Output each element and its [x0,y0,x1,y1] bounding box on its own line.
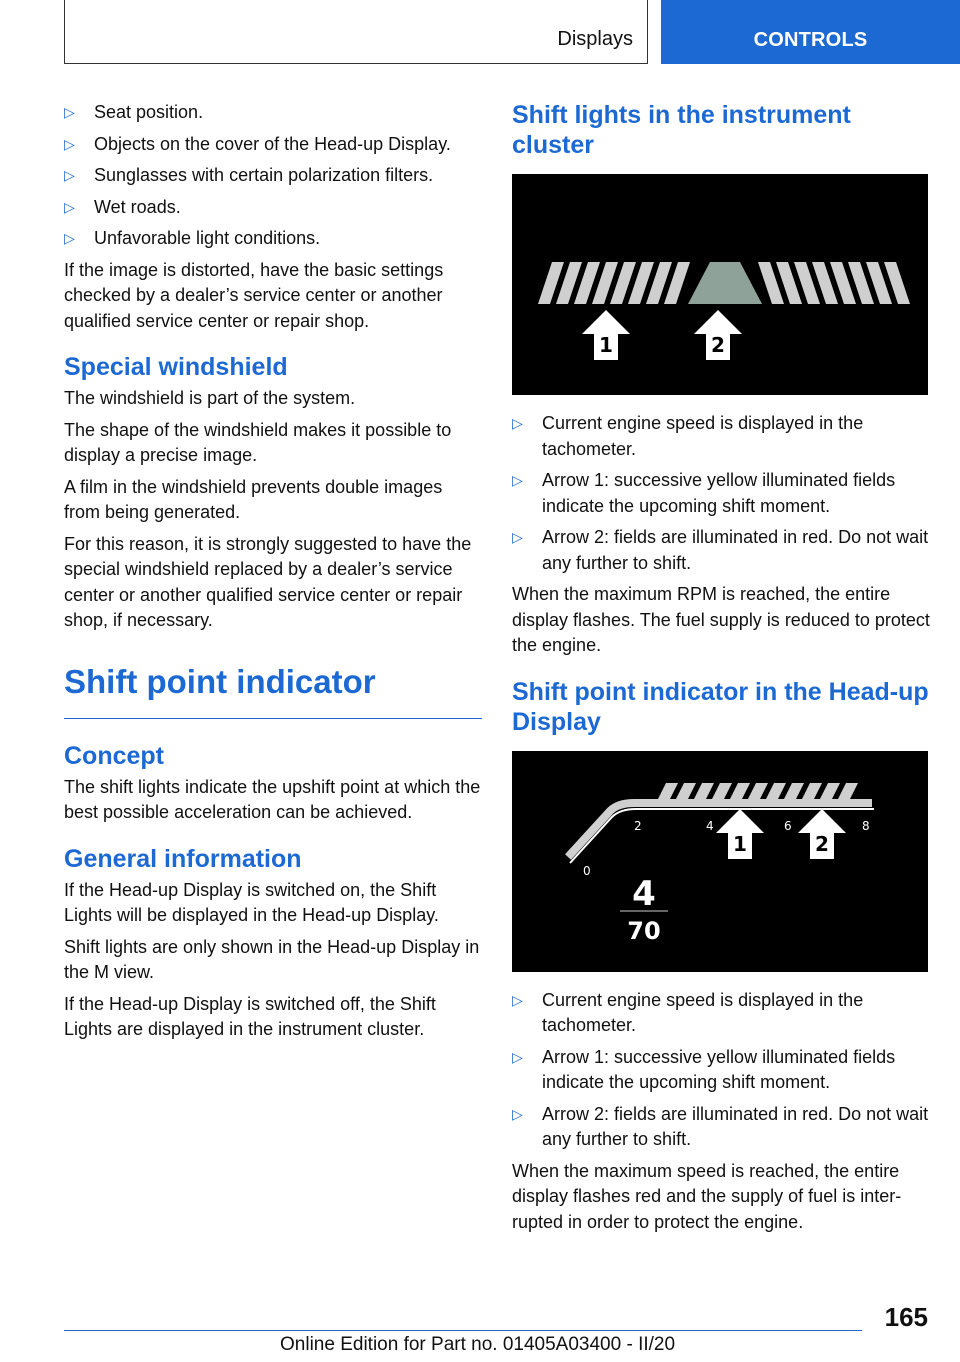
list-item: ▷ Objects on the cover of the Head-up Display. [64,132,482,158]
triangle-bullet-icon: ▷ [64,104,75,120]
scale-label: 6 [784,818,792,833]
list-item: ▷ Arrow 1: successive yellow illuminated fields indicate the upcoming shift moment. [512,1046,896,1092]
triangle-bullet-icon: ▷ [64,230,75,246]
arrow-1-label: 1 [733,831,747,856]
header-section-title: Displays [557,28,633,50]
scale-label: 4 [706,818,714,833]
hud-shift-point-illustration [512,751,928,972]
header-chapter-title: CONTROLS [753,29,868,51]
triangle-bullet-icon: ▷ [512,472,523,488]
header-section-box [64,0,648,64]
list-item: ▷ Current engine speed is displayed in the tachometer. [512,989,864,1035]
paragraph: A film in the windshield prevents double images from being generated. [64,476,443,522]
scale-label: 8 [862,818,870,833]
concept-heading: Concept [64,741,164,770]
cluster-max-rpm-paragraph: When the maximum RPM is reached, the entire display flashes. The fuel supply is reduced to protect the engine. [512,584,930,655]
list-item: ▷ Arrow 2: fields are illuminated in red. Do not wait any further to shift. [512,1103,929,1149]
list-item: ▷ Unfavorable light conditions. [64,226,482,252]
hud-max-speed-paragraph: When the maximum speed is reached, the entire display flashes red and the supply of fuel is interrupted in order to protect the engine. [512,1160,902,1232]
triangle-bullet-icon: ▷ [64,167,75,183]
paragraph: Shift lights are only shown in the Head-up Display in the M view. [64,936,480,982]
general-information-heading: General information [64,844,302,873]
hud-shift-light-segments [658,783,858,799]
list-item: ▷ Sunglasses with certain polarization filters. [64,163,482,189]
page-number: 165 [884,1302,928,1332]
list-item: ▷ Wet roads. [64,195,482,221]
cluster-shift-lights-figure [512,174,928,395]
right-column [512,100,930,1241]
gear-indicator: 4 [632,873,656,914]
arrow-2-label: 2 [711,333,725,357]
triangle-bullet-icon: ▷ [64,198,75,215]
shift-light-center-segment [688,262,762,304]
header-chapter-tab [661,0,960,64]
paragraph: If the Head-up Display is switched off, the Shift Lights are displayed in the instrument cluster. [64,993,436,1039]
cluster-shift-lights-heading: Shift lights in the instrument cluster [512,101,851,159]
speed-readout: 70 [627,916,661,945]
triangle-bullet-icon: ▷ [512,991,523,1008]
shift-light-segments [538,262,690,304]
footer-edition-text: Online Edition for Part no. 01405A03400 - II/20 [280,1334,676,1355]
bullet-list-visibility [64,100,482,252]
paragraph: The shape of the windshield makes it possible to display a precise image. [64,419,452,465]
triangle-bullet-icon: ▷ [512,1048,523,1065]
arrow-2-label: 2 [815,831,829,856]
list-item: ▷ Seat position. [64,100,482,126]
shift-light-segments-right [758,262,910,304]
paragraph: For this reason, it is strongly suggested to have the special windshield replaced by a dealer’s service center or another qualified service center or repair shop, if necessary. [64,533,472,630]
special-windshield-heading: Special windshield [64,353,288,381]
triangle-bullet-icon: ▷ [64,135,75,152]
cluster-shift-lights-illustration [512,174,928,395]
distorted-image-paragraph: If the image is distorted, have the basic settings checked by a dealer’s service center or another qualified service center or repair shop. [64,259,444,331]
list-item: ▷ Arrow 2: fields are illuminated in red. Do not wait any further to shift. [512,527,929,573]
scale-label: 0 [583,863,591,878]
footer-divider [64,1330,862,1331]
paragraph: The windshield is part of the system. [64,388,356,408]
arrow-1-label: 1 [599,333,613,357]
triangle-bullet-icon: ▷ [512,1105,523,1122]
hud-shift-point-heading: Shift point indicator in the Head-up Display [512,677,929,736]
shift-point-indicator-title: Shift point indicator [64,662,482,719]
concept-paragraph: The shift lights indicate the upshift point at which the best possible acceleration can be achieved. [64,776,481,822]
list-item: ▷ Arrow 1: successive yellow illuminated fields indicate the upcoming shift moment. [512,470,896,516]
scale-label: 2 [634,818,642,833]
triangle-bullet-icon: ▷ [512,415,523,431]
paragraph: If the Head-up Display is switched on, the Shift Lights will be displayed in the Head-up Display. [64,879,439,925]
triangle-bullet-icon: ▷ [512,529,523,545]
hud-shift-point-figure [512,751,928,972]
left-column [64,100,482,1049]
list-item: ▷ Current engine speed is displayed in the tachometer. [512,413,864,459]
